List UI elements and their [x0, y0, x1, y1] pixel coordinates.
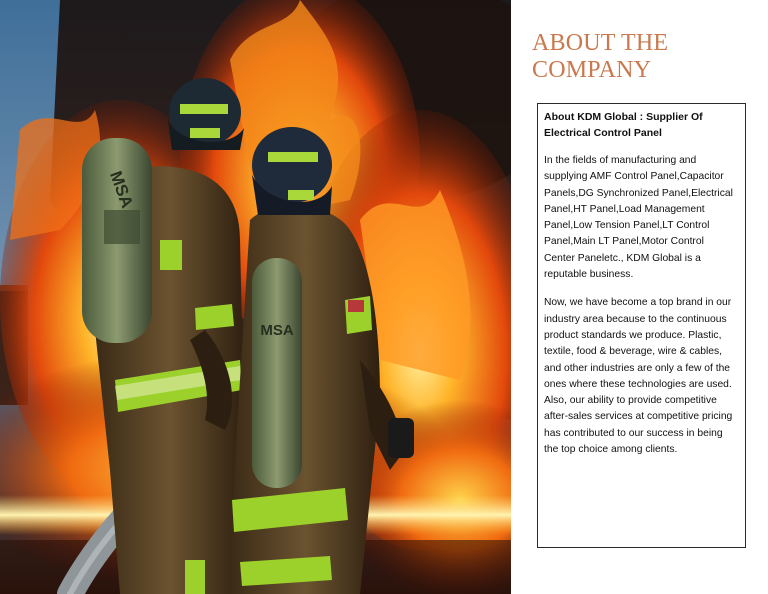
heading-line-2: COMPANY	[532, 57, 652, 83]
about-text-box	[537, 103, 746, 548]
about-box-title: About KDM Global : Supplier Of Electrical Control Panel	[544, 111, 703, 139]
section-heading	[532, 30, 752, 84]
tank-label-left: MSA	[106, 168, 137, 211]
heading-line-1: ABOUT THE	[532, 30, 669, 56]
about-paragraph-2: Now, we have become a top brand in our industry area because to the continuous product standards we produce. Plastic, textile, food & beverage, wire & cables, and other industries are only a few of the ones where these technologies are used. Also, our ability to provide competitive after-sales services at competitive pricing has contributed to our success in being the top choice among clients.	[544, 297, 733, 456]
tank-label-right: MSA	[260, 322, 294, 339]
about-paragraph-1: In the fields of manufacturing and supplying AMF Control Panel,Capacitor Panels,DG Synchronized Panel,Electrical Panel,HT Panel,Load Management Panel,Low Tension Panel,LT Control Panel,Main LT Panel,Motor Control Center Paneletc., KDM Global is a reputable business.	[544, 155, 733, 281]
